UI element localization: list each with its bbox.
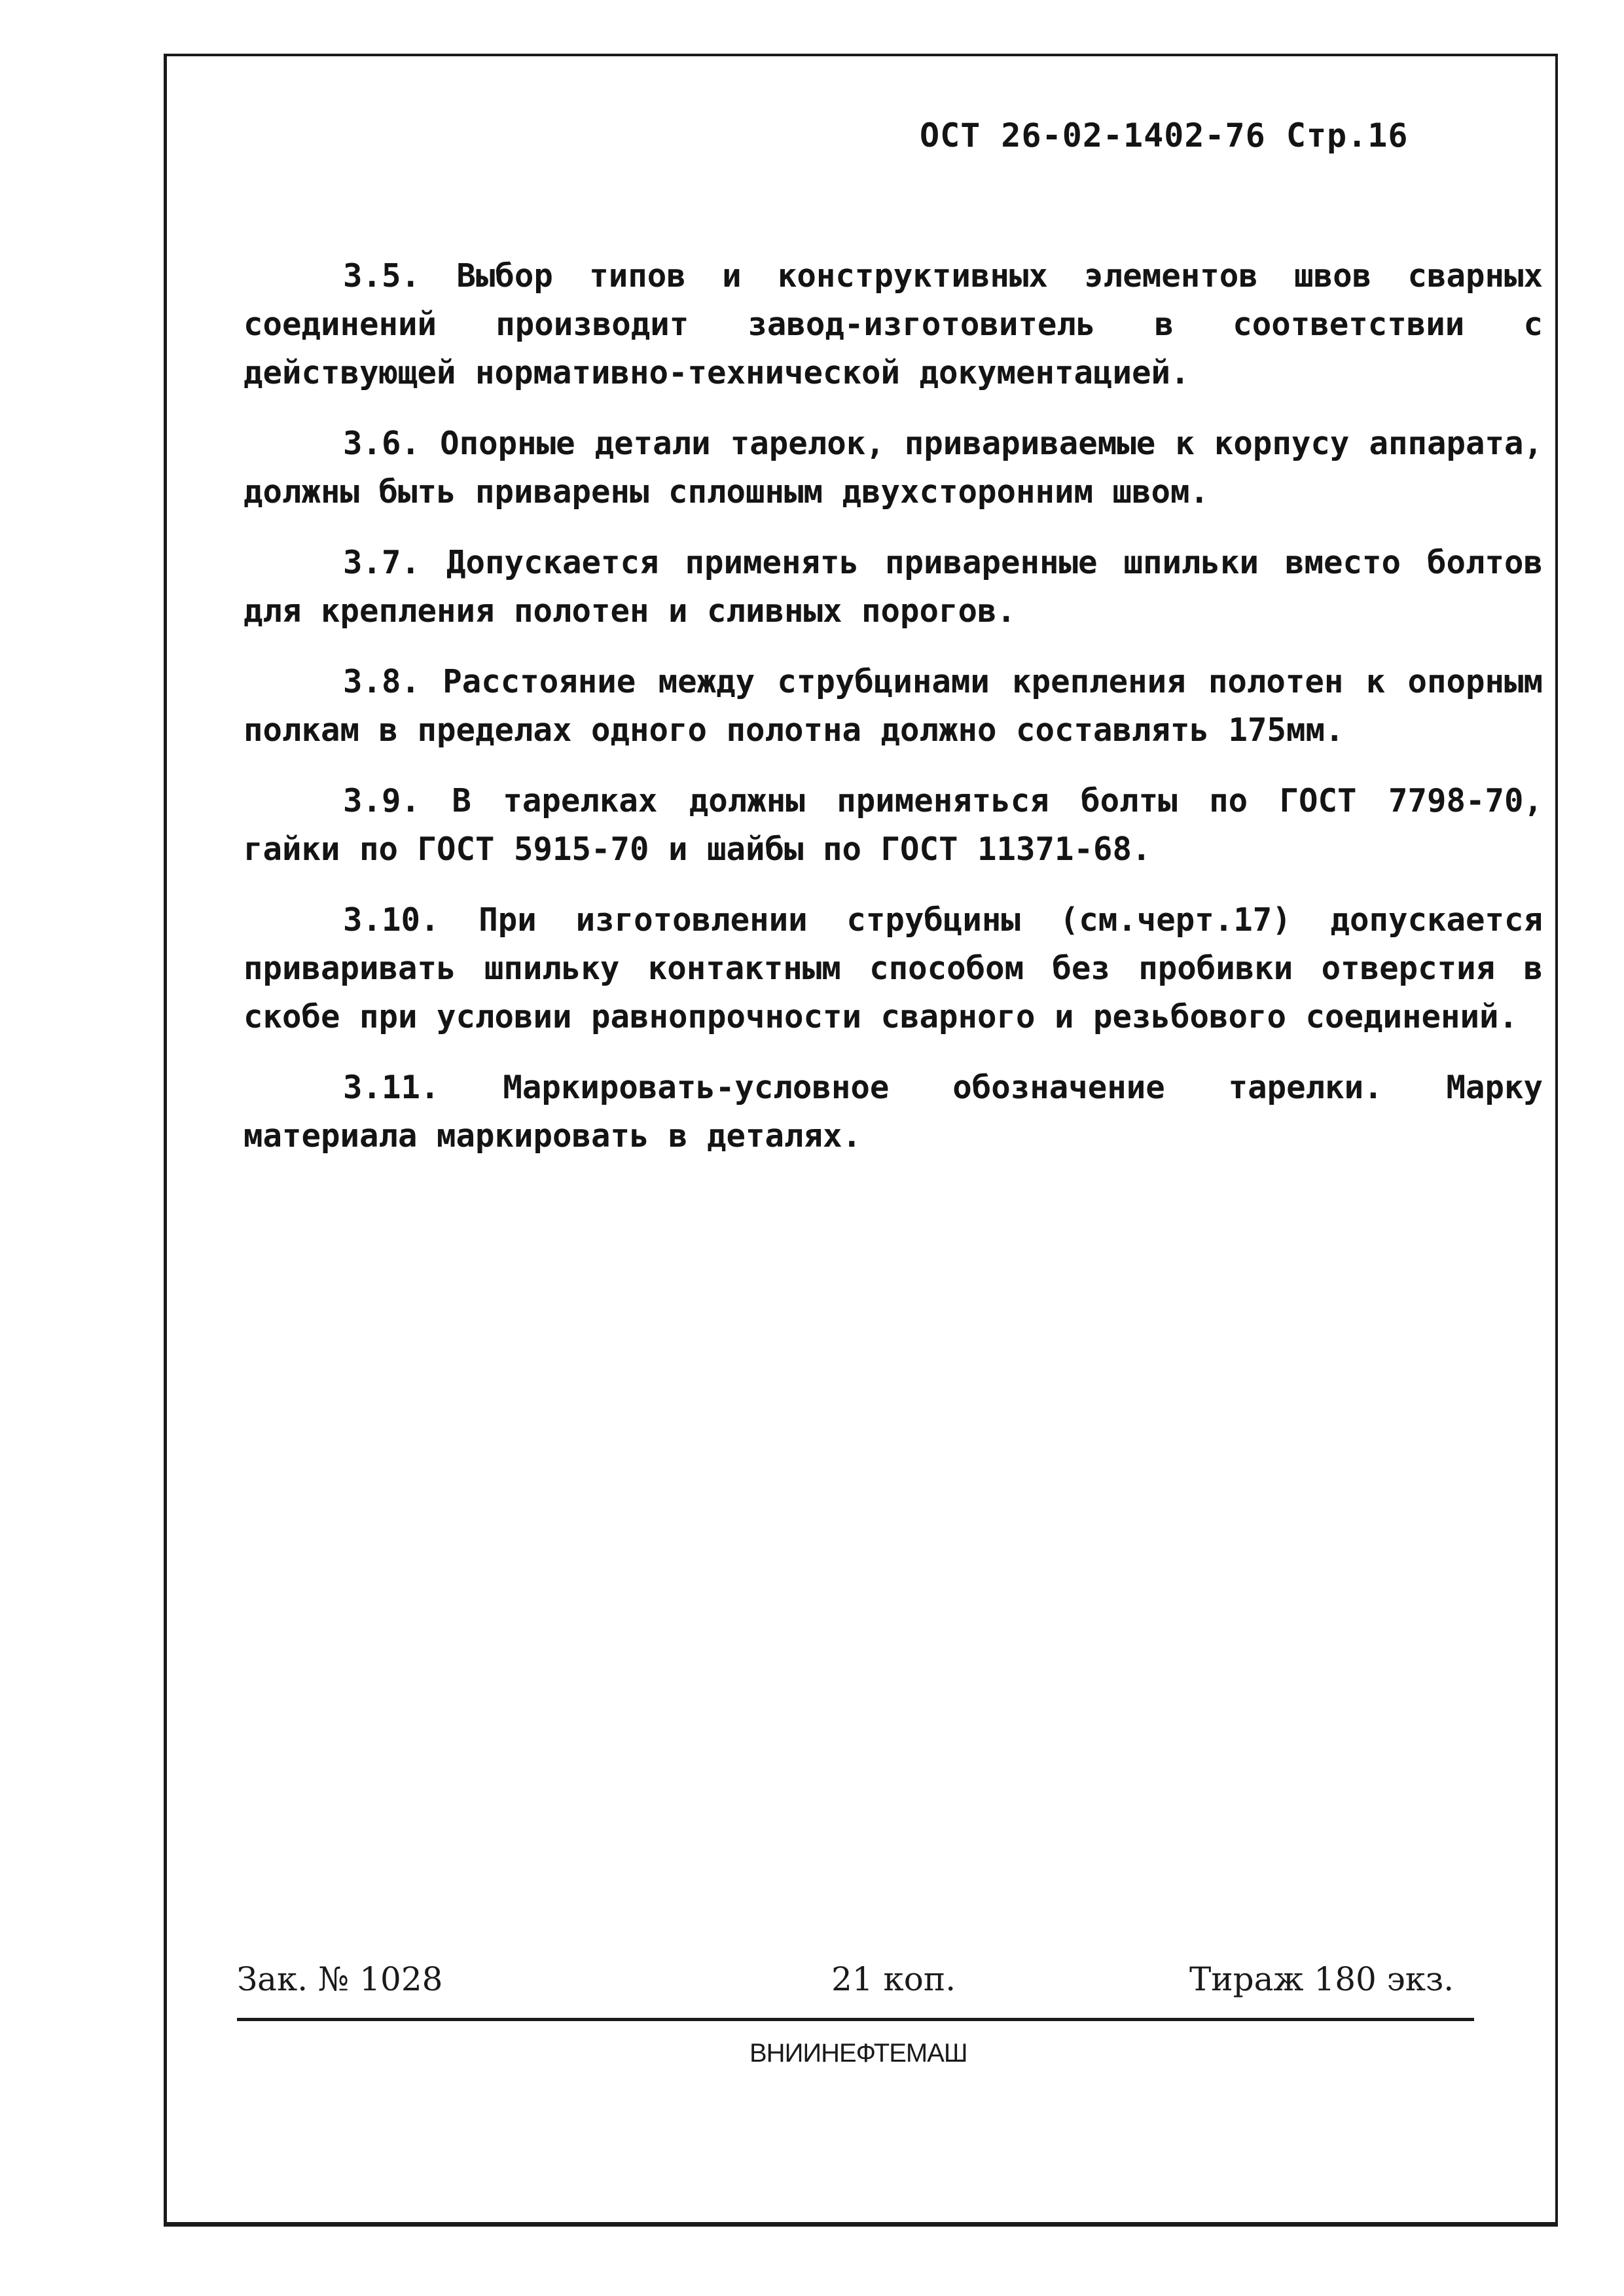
paragraph-3-5: 3.5. Выбор типов и конструктивных элементов швов сварных соединений производит завод-изготовитель в соответствии с действующей нормативно-технической документацией. bbox=[244, 257, 1543, 391]
publisher-name: ВНИИНЕФТЕМАШ bbox=[749, 2039, 967, 2068]
paragraph-3-9: 3.9. В тарелках должны применяться болты по ГОСТ 7798-70, гайки по ГОСТ 5915-70 и шайбы по ГОСТ 11371-68. bbox=[244, 782, 1543, 868]
print-run: Тираж 180 экз. bbox=[1189, 1960, 1454, 1998]
paragraph-3-8: 3.8. Расстояние между струбцинами крепления полотен к опорным полкам в пределах одного полотна должно составлять 175мм. bbox=[244, 663, 1543, 749]
paragraph-3-11: 3.11. Маркировать-условное обозначение тарелки. Марку материала маркировать в деталях. bbox=[244, 1069, 1543, 1155]
paragraph-3-7: 3.7. Допускается применять приваренные шпильки вместо болтов для крепления полотен и сливных порогов. bbox=[244, 544, 1543, 630]
paragraph-3-10: 3.10. При изготовлении струбцины (см.черт.17) допускается приваривать шпильку контактным способом без пробивки отверстия в скобе при условии равнопрочности сварного и резьбового соединений. bbox=[244, 901, 1543, 1035]
document-body bbox=[244, 252, 1543, 1183]
document-designation: ОСТ 26-02-1402-76 Стр.16 bbox=[920, 117, 1409, 154]
imprint-divider bbox=[237, 2018, 1474, 2021]
paragraph-3-6: 3.6. Опорные детали тарелок, привариваемые к корпусу аппарата, должны быть приварены сплошным двухсторонним швом. bbox=[244, 425, 1543, 511]
imprint-row bbox=[237, 1960, 1481, 2006]
copies-count: 21 коп. bbox=[831, 1960, 956, 1998]
order-number: Зак. № 1028 bbox=[237, 1960, 443, 1998]
